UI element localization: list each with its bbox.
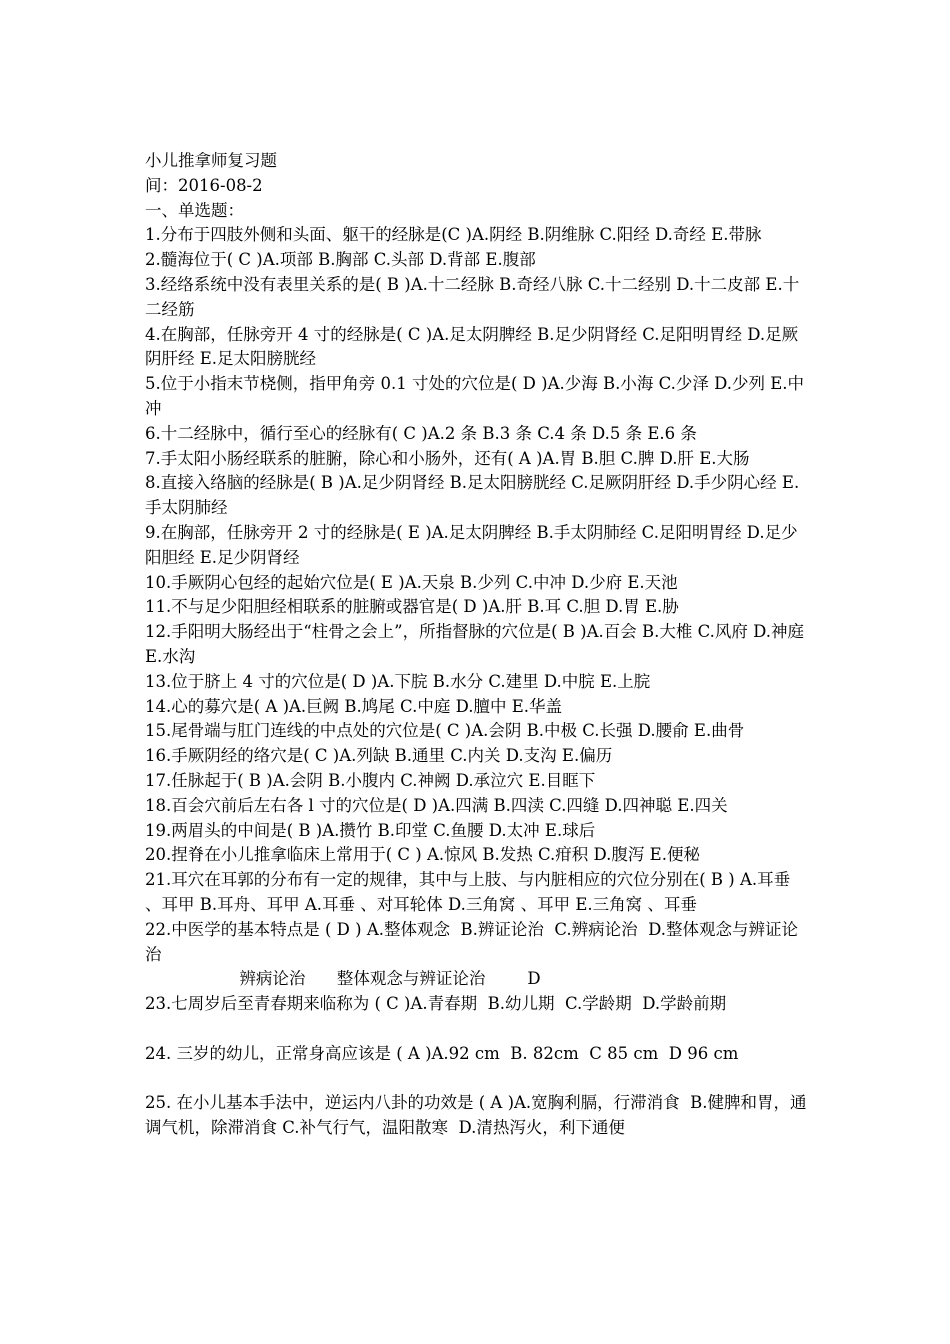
question-8: 8.直接入络脑的经脉是( B )A.足少阴肾经 B.足太阳膀胱经 C.足厥阴肝经 D.手少阴心经 E.手太阴肺经 (145, 473, 800, 518)
question-15: 15.尾骨端与肛门连线的中点处的穴位是( C )A.会阴 B.中极 C.长强 D.腰俞 E.曲骨 (145, 721, 745, 741)
question-19: 19.两眉头的中间是( B )A.攒竹 B.印堂 C.鱼腰 D.太冲 E.球后 (145, 820, 596, 840)
question-16: 16.手厥阴经的络穴是( C )A.列缺 B.通里 C.内关 D.支沟 E.偏历 (145, 746, 613, 766)
question-10: 10.手厥阴心包经的起始穴位是( E )A.天泉 B.少列 C.中冲 D.少府 E.天池 (145, 572, 678, 592)
question-20: 20.捏脊在小儿推拿临床上常用于( C ) A.惊风 B.发热 C.疳积 D.腹泻 E.便秘 (145, 845, 700, 865)
question-4: 4.在胸部，任脉旁开 4 寸的经脉是( C )A.足太阴脾经 B.足少阴肾经 C.足阳明胃经 D.足厥阴肝经 E.足太阳膀胱经 (145, 324, 799, 369)
date-line: 间：2016-08-2 (145, 175, 263, 195)
question-12: 12.手阳明大肠经出于“柱骨之会上”，所指督脉的穴位是( B )A.百会 B.大椎 C.风府 D.神庭 E.水沟 (145, 622, 810, 666)
section-heading: 一、单选题： (145, 200, 244, 220)
question-6: 6.十二经脉中，循行至心的经脉有( C )A.2 条 B.3 条 C.4 条 D.5 条 E.6 条 (145, 423, 697, 443)
question-25: 25. 在小儿基本手法中，逆运内八卦的功效是 ( A )A.宽胸利膈，行滞消食 B.健脾和胃，通调气机，除滞消食 C.补气行气，温阳散寒 D.清热泻火，利下通便 (145, 1093, 807, 1138)
document-body (145, 149, 810, 1141)
question-7: 7.手太阳小肠经联系的脏腑，除心和小肠外，还有( A )A.胃 B.胆 C.脾 D.肝 E.大肠 (145, 448, 750, 468)
question-1: 1.分布于四肢外侧和头面、躯干的经脉是(C )A.阴经 B.阴维脉 C.阳经 D.奇经 E.带脉 (145, 225, 762, 245)
question-2: 2.髓海位于( C )A.项部 B.胸部 C.头部 D.背部 E.腹部 (145, 250, 536, 270)
question-13: 13.位于脐上 4 寸的穴位是( D )A.下脘 B.水分 C.建里 D.中脘 E.上脘 (145, 671, 651, 691)
question-17: 17.任脉起于( B )A.会阴 B.小腹内 C.神阙 D.承泣穴 E.目眶下 (145, 770, 596, 790)
question-24: 24. 三岁的幼儿，正常身高应该是 ( A )A.92 cm B. 82cm C 85 cm D 96 cm (145, 1043, 739, 1063)
question-22: 22.中医学的基本特点是 ( D ) A.整体观念 B.辨证论治 C.辨病论治 D.整体观念与辨证论治 (145, 919, 798, 964)
blank-line (145, 1066, 810, 1091)
question-3: 3.经络系统中没有表里关系的是( B )A.十二经脉 B.奇经八脉 C.十二经别 D.十二皮部 E.十二经筋 (145, 274, 800, 319)
question-23: 23.七周岁后至青春期来临称为 ( C )A.青春期 B.幼儿期 C.学龄期 D.学龄前期 (145, 994, 727, 1014)
stray-line: 辨病论治 整体观念与辨证论治 D (145, 969, 541, 989)
question-14: 14.心的募穴是( A )A.巨阙 B.鸠尾 C.中庭 D.膻中 E.华盖 (145, 696, 562, 716)
question-21: 21.耳穴在耳郭的分布有一定的规律，其中与上肢、与内脏相应的穴位分别在( B ) A.耳垂 、耳甲 B.耳舟、耳甲 A.耳垂 、对耳轮体 D.三角窝 、耳甲 E.三角窝 、耳垂 (145, 870, 796, 914)
question-11: 11.不与足少阳胆经相联系的脏腑或器官是( D )A.肝 B.耳 C.胆 D.胃 E.胁 (145, 597, 679, 617)
question-5: 5.位于小指末节桡侧，指甲角旁 0.1 寸处的穴位是( D )A.少海 B.小海 C.少泽 D.少列 E.中冲 (145, 374, 805, 418)
document-title: 小儿推拿师复习题 (145, 151, 277, 170)
question-9: 9.在胸部，任脉旁开 2 寸的经脉是( E )A.足太阴脾经 B.手太阴肺经 C.足阳明胃经 D.足少阳胆经 E.足少阴肾经 (145, 522, 798, 567)
blank-line (145, 1017, 810, 1042)
question-18: 18.百会穴前后左右各 l 寸的穴位是( D )A.四满 B.四渎 C.四缝 D.四神聪 E.四关 (145, 795, 728, 815)
